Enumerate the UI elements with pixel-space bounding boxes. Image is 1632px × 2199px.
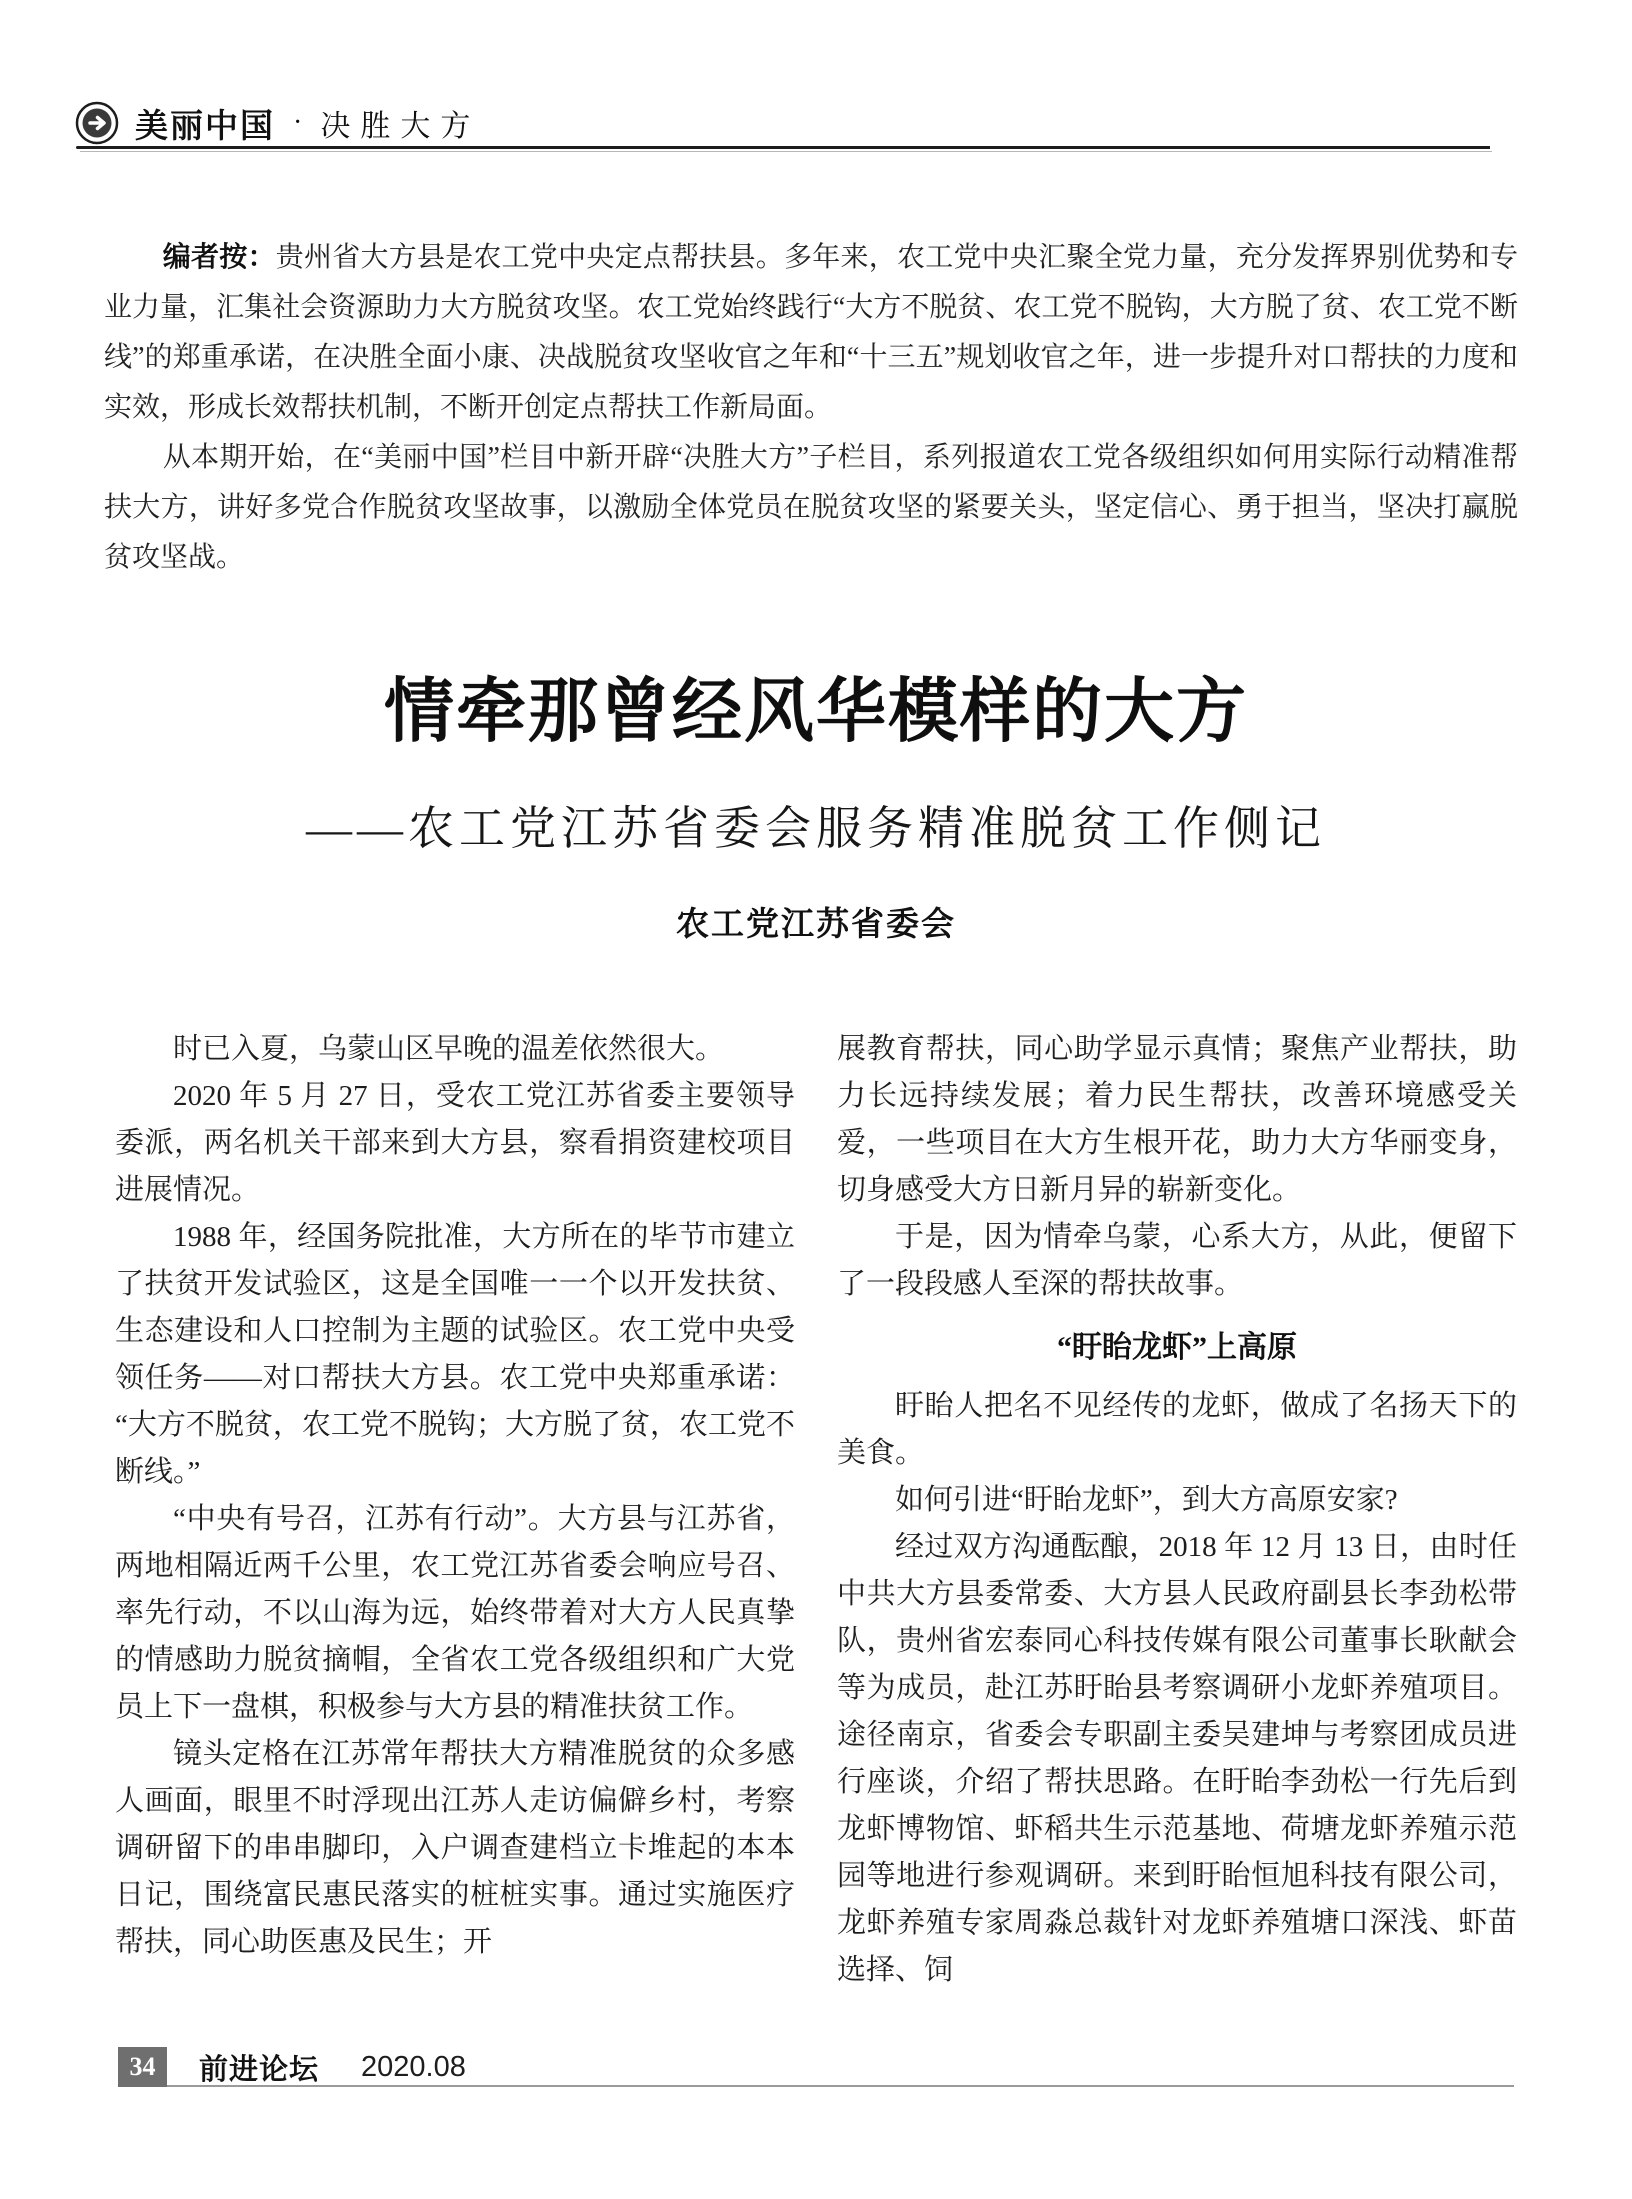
page-header (75, 100, 480, 146)
title-block (0, 655, 1632, 945)
body-paragraph: 1988 年，经国务院批准，大方所在的毕节市建立了扶贫开发试验区，这是全国唯一一个以开发扶贫、生态建设和人口控制为主题的试验区。农工党中央受领任务——对口帮扶大方县。农工党中央郑重承诺：“大方不脱贫，农工党不脱钩；大方脱了贫，农工党不断线。” (115, 1221, 795, 1488)
body-paragraph: 镜头定格在江苏常年帮扶大方精准脱贫的众多感人画面，眼里不时浮现出江苏人走访偏僻乡村，考察调研留下的串串脚印，入户调查建档立卡堆起的本本日记，围绕富民惠民落实的桩桩实事。通过实施医疗帮扶，同心助医惠及民生；开 (115, 1738, 795, 1958)
page-number-badge: 34 (118, 2047, 167, 2087)
body-paragraph: 如何引进“盱眙龙虾”，到大方高原安家? (895, 1484, 1398, 1516)
body-paragraph: 时已入夏，乌蒙山区早晚的温差依然很大。 (173, 1033, 725, 1065)
journal-issue: 2020.08 (361, 2050, 466, 2083)
page-footer (118, 2047, 466, 2087)
column-separator-dot: · (293, 107, 303, 138)
body-paragraph: 2020 年 5 月 27 日，受农工党江苏省委主要领导委派，两名机关干部来到大方县，察看捐资建校项目进展情况。 (115, 1080, 795, 1206)
section-heading: “盱眙龙虾”上高原 (1057, 1331, 1297, 1364)
editor-note-paragraph-2: 从本期开始，在“美丽中国”栏目中新开辟“决胜大方”子栏目，系列报道农工党各级组织如何用实际行动精准帮扶大方，讲好多党合作脱贫攻坚故事，以激励全体党员在脱贫攻坚的紧要关头，坚定信心、勇于担当，坚决打赢脱贫攻坚战。 (104, 442, 1518, 573)
article-author: 农工党江苏省委会 (676, 905, 956, 942)
header-rule (76, 146, 1490, 149)
right-column (837, 1026, 1517, 1994)
journal-name: 前进论坛 (199, 2053, 320, 2086)
body-paragraph: 于是，因为情牵乌蒙，心系大方，从此，便留下了一段段感人至深的帮扶故事。 (837, 1221, 1517, 1300)
article-title: 情牵那曾经风华模样的大方 (384, 672, 1248, 750)
editor-note-label: 编者按： (162, 241, 276, 272)
editor-note-paragraph-1 (104, 232, 1518, 433)
body-paragraph: “中央有号召，江苏有行动”。大方县与江苏省，两地相隔近两千公里，农工党江苏省委会响应号召、率先行动，不以山海为远，始终带着对大方人民真挚的情感助力脱贫摘帽，全省农工党各级组织和广大党员上下一盘棋，积极参与大方县的精准扶贫工作。 (115, 1503, 795, 1723)
column-section-title: 美丽中国 (135, 106, 275, 144)
article-body (115, 1026, 1517, 1994)
editor-note-text-1: 贵州省大方县是农工党中央定点帮扶县。多年来，农工党中央汇聚全党力量，充分发挥界别优势和专业力量，汇集社会资源助力大方脱贫攻坚。农工党始终践行“大方不脱贫、农工党不脱钩，大方脱了贫、农工党不断线”的郑重承诺，在决胜全面小康、决战脱贫攻坚收官之年和“十三五”规划收官之年，进一步提升对口帮扶的力度和实效，形成长效帮扶机制，不断开创定点帮扶工作新局面。 (104, 242, 1518, 423)
arrow-right-circle-icon (75, 101, 119, 145)
body-paragraph: 盱眙人把名不见经传的龙虾，做成了名扬天下的美食。 (837, 1390, 1517, 1469)
body-paragraph: 经过双方沟通酝酿，2018 年 12 月 13 日，由时任中共大方县委常委、大方县人民政府副县长李劲松带队，贵州省宏泰同心科技传媒有限公司董事长耿献会等为成员，赴江苏盱眙县考察调研小龙虾养殖项目。途径南京，省委会专职副主委吴建坤与考察团成员进行座谈，介绍了帮扶思路。在盱眙李劲松一行先后到龙虾博物馆、虾稻共生示范基地、荷塘龙虾养殖示范园等地进行参观调研。来到盱眙恒旭科技有限公司，龙虾养殖专家周淼总裁针对龙虾养殖塘口深浅、虾苗选择、饲 (837, 1531, 1517, 1986)
left-column (115, 1026, 795, 1994)
body-paragraph-continued: 展教育帮扶，同心助学显示真情；聚焦产业帮扶，助力长远持续发展；着力民生帮扶，改善环境感受关爱，一些项目在大方生根开花，助力大方华丽变身，切身感受大方日新月异的崭新变化。 (837, 1033, 1517, 1206)
editor-note (104, 232, 1518, 583)
header-rule-shadow (80, 151, 1492, 152)
column-sub-title: 决胜大方 (320, 110, 481, 143)
article-subtitle: ——农工党江苏省委会服务精准脱贫工作侧记 (306, 803, 1326, 854)
